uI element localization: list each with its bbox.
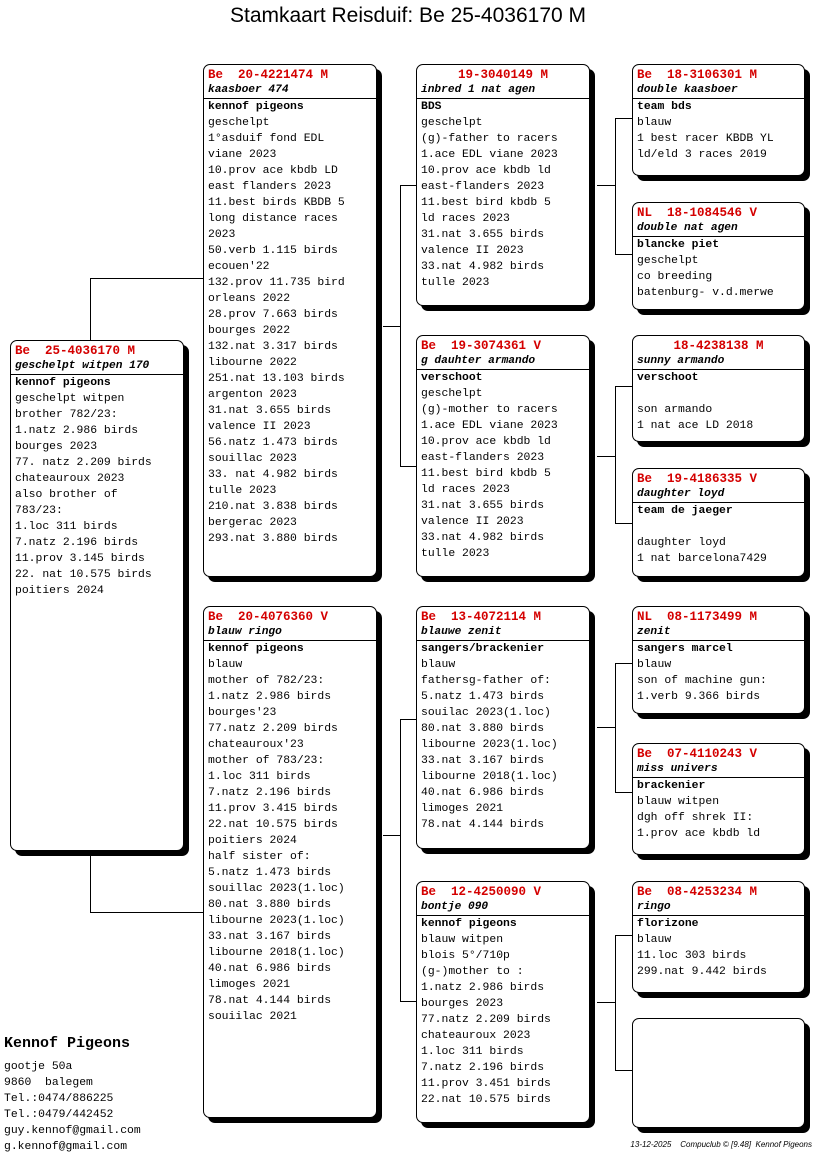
detail-line: 1.ace EDL viane 2023	[421, 149, 558, 161]
connector-father-h	[383, 326, 401, 327]
detail-line: 33.nat 3.167 birds	[421, 755, 545, 767]
detail-line: 11.prov 3.415 birds	[208, 803, 338, 815]
card-ffm[interactable]	[632, 202, 805, 310]
connector-father-fm	[400, 466, 417, 467]
connector-subject-father-v	[90, 278, 91, 341]
page-title: Stamkaart Reisduif: Be 25-4036170 M	[229, 4, 587, 27]
detail-line: fathersg-father of:	[421, 675, 551, 687]
detail-line: 1.prov ace kbdb ld	[637, 828, 761, 840]
pigeon-name: ringo	[633, 900, 804, 916]
pigeon-name: sunny armando	[633, 354, 804, 370]
detail-line: geschelpt witpen	[15, 393, 125, 405]
detail-line: 1.verb 9.366 birds	[637, 691, 761, 703]
detail-line: 31.nat 3.655 birds	[421, 500, 545, 512]
connector-ff-v	[615, 118, 616, 255]
owner-name: verschoot	[637, 372, 699, 384]
detail-line: blauw	[637, 659, 672, 671]
ring-number: 18-4238138 M	[673, 339, 764, 353]
connector-father-ff	[400, 185, 417, 186]
detail-line: 7.natz 2.196 birds	[421, 1062, 545, 1074]
detail-line: blauw witpen	[637, 796, 720, 808]
connector-mother-mm	[400, 1001, 417, 1002]
detail-line: ld races 2023	[421, 484, 510, 496]
card-mother[interactable]	[203, 606, 377, 1118]
connector-father-v	[400, 185, 401, 466]
detail-line: ld/eld 3 races 2019	[637, 149, 767, 161]
detail-line: geschelpt	[421, 388, 483, 400]
email-line: guy.kennof@gmail.com	[4, 1125, 141, 1137]
detail-line: libourne 2018(1.loc)	[421, 771, 558, 783]
detail-line: dgh off shrek II:	[637, 812, 754, 824]
address-line: 9860 balegem	[4, 1077, 93, 1089]
ring-number: Be 07-4110243 V	[637, 747, 758, 761]
detail-line: valence II 2023	[208, 421, 311, 433]
detail-line: (g)-father to racers	[421, 133, 558, 145]
detail-line: brother 782/23:	[15, 409, 118, 421]
details	[633, 519, 804, 567]
detail-line: 11.best bird kbdb 5	[421, 468, 551, 480]
detail-line: 50.verb 1.115 birds	[208, 245, 338, 257]
owner-name: team de jaeger	[637, 505, 733, 517]
card-paternal-grandfather[interactable]	[416, 64, 590, 306]
detail-line: 33. nat 4.982 birds	[208, 469, 338, 481]
details	[633, 657, 804, 705]
card-maternal-grandmother[interactable]	[416, 881, 590, 1123]
card-father[interactable]	[203, 64, 377, 577]
ring-number: Be 18-3106301 M	[637, 68, 758, 82]
detail-line: souillac 2023	[208, 453, 297, 465]
pigeon-name: zenit	[633, 625, 804, 641]
connector-subject-father-h	[90, 278, 204, 279]
detail-line: 22. nat 10.575 birds	[15, 569, 152, 581]
detail-line	[637, 519, 800, 535]
detail-line: 7.natz 2.196 birds	[15, 537, 139, 549]
detail-line: 31.nat 3.655 birds	[208, 405, 332, 417]
details	[204, 657, 376, 1025]
owner-name: kennof pigeons	[15, 377, 111, 389]
detail-line: 56.natz 1.473 birds	[208, 437, 338, 449]
detail-line: 783/23:	[15, 505, 63, 517]
connector-mf-mfm	[615, 792, 633, 793]
detail-line: 77. natz 2.209 birds	[15, 457, 152, 469]
detail-line: tulle 2023	[421, 277, 490, 289]
details	[633, 386, 804, 434]
detail-line: east flanders 2023	[208, 181, 332, 193]
ring-number: Be 08-4253234 M	[637, 885, 758, 899]
detail-line: blauw	[208, 659, 243, 671]
connector-mother-v	[400, 719, 401, 1002]
details	[417, 657, 589, 833]
detail-line: ld races 2023	[421, 213, 510, 225]
detail-line: 132.nat 3.317 birds	[208, 341, 338, 353]
ring-number: NL 08-1173499 M	[637, 610, 758, 624]
connector-fm-v	[615, 386, 616, 524]
detail-line: chateauroux 2023	[15, 473, 125, 485]
detail-line: 22.nat 10.575 birds	[208, 819, 338, 831]
owner-name: kennof pigeons	[208, 101, 304, 113]
detail-line	[637, 386, 800, 402]
detail-line: east-flanders 2023	[421, 452, 545, 464]
detail-line: 1 nat barcelona7429	[637, 553, 767, 565]
detail-line: 33.nat 4.982 birds	[421, 532, 545, 544]
detail-line: 1.loc 311 birds	[15, 521, 118, 533]
detail-line: batenburg- v.d.merwe	[637, 287, 774, 299]
detail-line: orleans 2022	[208, 293, 291, 305]
detail-line: east-flanders 2023	[421, 181, 545, 193]
breeder-name: Kennof Pigeons	[4, 1035, 131, 1052]
email-line: g.kennof@gmail.com	[4, 1141, 128, 1153]
pigeon-name: bontje 090	[417, 900, 589, 916]
details	[11, 391, 183, 599]
detail-line: geschelpt	[637, 255, 699, 267]
detail-line: 293.nat 3.880 birds	[208, 533, 338, 545]
detail-line: son of machine gun:	[637, 675, 767, 687]
detail-line: 11.best birds KBDB 5	[208, 197, 345, 209]
connector-mf-h	[597, 727, 615, 728]
card-fmf[interactable]	[632, 335, 805, 442]
details	[417, 115, 589, 291]
connector-fm-h	[597, 456, 615, 457]
detail-line: limoges 2021	[208, 979, 291, 991]
phone-line: Tel.:0474/886225	[4, 1093, 114, 1105]
detail-line: 1.loc 311 birds	[421, 1046, 524, 1058]
detail-line: long distance races	[208, 213, 338, 225]
card-fff[interactable]	[632, 64, 805, 176]
ring-number: NL 18-1084546 V	[637, 206, 758, 220]
address-line: gootje 50a	[4, 1061, 73, 1073]
owner-name: kennof pigeons	[421, 918, 517, 930]
details	[417, 932, 589, 1108]
detail-line: 1.natz 2.986 birds	[421, 982, 545, 994]
connector-mother-mf	[400, 719, 417, 720]
connector-subject-mother-h	[90, 912, 204, 913]
detail-line: 78.nat 4.144 birds	[208, 995, 332, 1007]
connector-mf-v	[615, 663, 616, 793]
detail-line: 1 nat ace LD 2018	[637, 420, 754, 432]
detail-line: libourne 2023(1.loc)	[421, 739, 558, 751]
pigeon-name: double kaasboer	[633, 83, 804, 99]
card-mmm-empty[interactable]	[632, 1018, 805, 1128]
card-fmm[interactable]	[632, 468, 805, 577]
connector-ff-h	[597, 185, 615, 186]
detail-line: co breeding	[637, 271, 713, 283]
detail-line: 1.natz 2.986 birds	[15, 425, 139, 437]
detail-line: 1°asduif fond EDL	[208, 133, 325, 145]
owner-name: team bds	[637, 101, 692, 113]
detail-line: 2023	[208, 229, 236, 241]
detail-line: 77.natz 2.209 birds	[421, 1014, 551, 1026]
detail-line: mother of 783/23:	[208, 755, 325, 767]
owner-name: brackenier	[637, 780, 706, 792]
detail-line: viane 2023	[208, 149, 277, 161]
detail-line: (g)-mother to racers	[421, 404, 558, 416]
owner-name: verschoot	[421, 372, 483, 384]
detail-line: 10.prov ace kbdb ld	[421, 436, 551, 448]
detail-line: bourges 2022	[208, 325, 291, 337]
details	[417, 386, 589, 562]
ring-number: Be 20-4076360 V	[208, 610, 329, 624]
detail-line: 11.best bird kbdb 5	[421, 197, 551, 209]
pigeon-name: daughter loyd	[633, 487, 804, 503]
detail-line: 78.nat 4.144 birds	[421, 819, 545, 831]
connector-mm-mmm	[615, 1070, 633, 1071]
detail-line: 5.natz 1.473 birds	[208, 867, 332, 879]
card-mff[interactable]	[632, 606, 805, 714]
pigeon-name: inbred 1 nat agen	[417, 83, 589, 99]
detail-line: mother of 782/23:	[208, 675, 325, 687]
detail-line: tulle 2023	[208, 485, 277, 497]
detail-line: daughter loyd	[637, 537, 726, 549]
connector-ff-fff	[615, 118, 633, 119]
connector-mm-v	[615, 935, 616, 1071]
detail-line: blauw	[421, 659, 456, 671]
detail-line: 1 best racer KBDB YL	[637, 133, 774, 145]
detail-line: tulle 2023	[421, 548, 490, 560]
detail-line: blauw witpen	[421, 934, 504, 946]
detail-line: 11.prov 3.145 birds	[15, 553, 145, 565]
detail-line: also brother of	[15, 489, 118, 501]
owner-name: florizone	[637, 918, 699, 930]
details	[204, 115, 376, 547]
connector-fm-fmf	[615, 386, 633, 387]
detail-line: libourne 2023(1.loc)	[208, 915, 345, 927]
ring-number: Be 25-4036170 M	[15, 344, 136, 358]
detail-line: chateauroux'23	[208, 739, 304, 751]
detail-line: son armando	[637, 404, 713, 416]
detail-line: argenton 2023	[208, 389, 297, 401]
breeder-contact	[4, 1059, 141, 1155]
print-credits: 13-12-2025 Compuclub © [9.48] Kennof Pigeons	[630, 1140, 812, 1149]
pigeon-name: kaasboer 474	[204, 83, 376, 99]
ring-number: Be 13-4072114 M	[421, 610, 542, 624]
owner-name: sangers/brackenier	[421, 643, 545, 655]
detail-line: 1.natz 2.986 birds	[208, 691, 332, 703]
pigeon-name: blauwe zenit	[417, 625, 589, 641]
detail-line: (g-)mother to :	[421, 966, 524, 978]
detail-line: 22.nat 10.575 birds	[421, 1094, 551, 1106]
phone-line: Tel.:0479/442452	[4, 1109, 114, 1121]
detail-line: 31.nat 3.655 birds	[421, 229, 545, 241]
detail-line: limoges 2021	[421, 803, 504, 815]
detail-line: bourges 2023	[421, 998, 504, 1010]
details	[633, 253, 804, 301]
detail-line: 5.natz 1.473 birds	[421, 691, 545, 703]
connector-mm-mmf	[615, 935, 633, 936]
ring-number: Be 19-4186335 V	[637, 472, 758, 486]
detail-line: 210.nat 3.838 birds	[208, 501, 338, 513]
detail-line: 7.natz 2.196 birds	[208, 787, 332, 799]
card-mmf[interactable]	[632, 881, 805, 993]
detail-line: geschelpt	[421, 117, 483, 129]
details	[633, 932, 804, 980]
card-maternal-grandfather[interactable]	[416, 606, 590, 849]
detail-line: blauw	[637, 934, 672, 946]
owner-name: sangers marcel	[637, 643, 733, 655]
detail-line: 28.prov 7.663 birds	[208, 309, 338, 321]
detail-line: 40.nat 6.986 birds	[208, 963, 332, 975]
detail-line: libourne 2022	[208, 357, 297, 369]
detail-line: 132.prov 11.735 bird	[208, 277, 345, 289]
owner-name: BDS	[421, 101, 442, 113]
detail-line: libourne 2018(1.loc)	[208, 947, 345, 959]
detail-line: half sister of:	[208, 851, 311, 863]
owner-name: blancke piet	[637, 239, 720, 251]
ring-number: Be 12-4250090 V	[421, 885, 542, 899]
pigeon-name: blauw ringo	[204, 625, 376, 641]
detail-line: 33.nat 4.982 birds	[421, 261, 545, 273]
detail-line: bourges 2023	[15, 441, 98, 453]
connector-mf-mff	[615, 663, 633, 664]
pigeon-name: double nat agen	[633, 221, 804, 237]
ring-number: Be 20-4221474 M	[208, 68, 329, 82]
connector-mm-h	[597, 1002, 615, 1003]
detail-line: 33.nat 3.167 birds	[208, 931, 332, 943]
connector-subject-mother-v	[90, 851, 91, 913]
detail-line: blois 5°/710p	[421, 950, 510, 962]
pigeon-name: miss univers	[633, 762, 804, 778]
detail-line: souilac 2023(1.loc)	[421, 707, 551, 719]
details	[633, 794, 804, 842]
detail-line: geschelpt	[208, 117, 270, 129]
detail-line: 1.loc 311 birds	[208, 771, 311, 783]
details	[633, 115, 804, 163]
detail-line: poitiers 2024	[208, 835, 297, 847]
detail-line: 1.ace EDL viane 2023	[421, 420, 558, 432]
detail-line: valence II 2023	[421, 245, 524, 257]
card-subject[interactable]	[10, 340, 184, 851]
detail-line: bourges'23	[208, 707, 277, 719]
detail-line: 77.natz 2.209 birds	[208, 723, 338, 735]
owner-name: kennof pigeons	[208, 643, 304, 655]
card-paternal-grandmother[interactable]	[416, 335, 590, 577]
detail-line: 251.nat 13.103 birds	[208, 373, 345, 385]
ring-number: 19-3040149 M	[457, 68, 548, 82]
detail-line: bergerac 2023	[208, 517, 297, 529]
detail-line: 80.nat 3.880 birds	[208, 899, 332, 911]
detail-line: 80.nat 3.880 birds	[421, 723, 545, 735]
detail-line: chateauroux 2023	[421, 1030, 531, 1042]
detail-line: valence II 2023	[421, 516, 524, 528]
pigeon-name: geschelpt witpen 170	[11, 359, 183, 375]
detail-line: 299.nat 9.442 birds	[637, 966, 767, 978]
detail-line: ecouen'22	[208, 261, 270, 273]
connector-ff-ffm	[615, 254, 633, 255]
pigeon-name: g dauhter armando	[417, 354, 589, 370]
card-mfm[interactable]	[632, 743, 805, 855]
connector-fm-fmm	[615, 523, 633, 524]
detail-line: 10.prov ace kbdb LD	[208, 165, 338, 177]
detail-line: souillac 2023(1.loc)	[208, 883, 345, 895]
connector-mother-h	[383, 835, 401, 836]
detail-line: poitiers 2024	[15, 585, 104, 597]
detail-line: 40.nat 6.986 birds	[421, 787, 545, 799]
detail-line: 10.prov ace kbdb ld	[421, 165, 551, 177]
detail-line: souiilac 2021	[208, 1011, 297, 1023]
detail-line: blauw	[637, 117, 672, 129]
detail-line: 11.prov 3.451 birds	[421, 1078, 551, 1090]
ring-number: Be 19-3074361 V	[421, 339, 542, 353]
detail-line: 11.loc 303 birds	[637, 950, 747, 962]
